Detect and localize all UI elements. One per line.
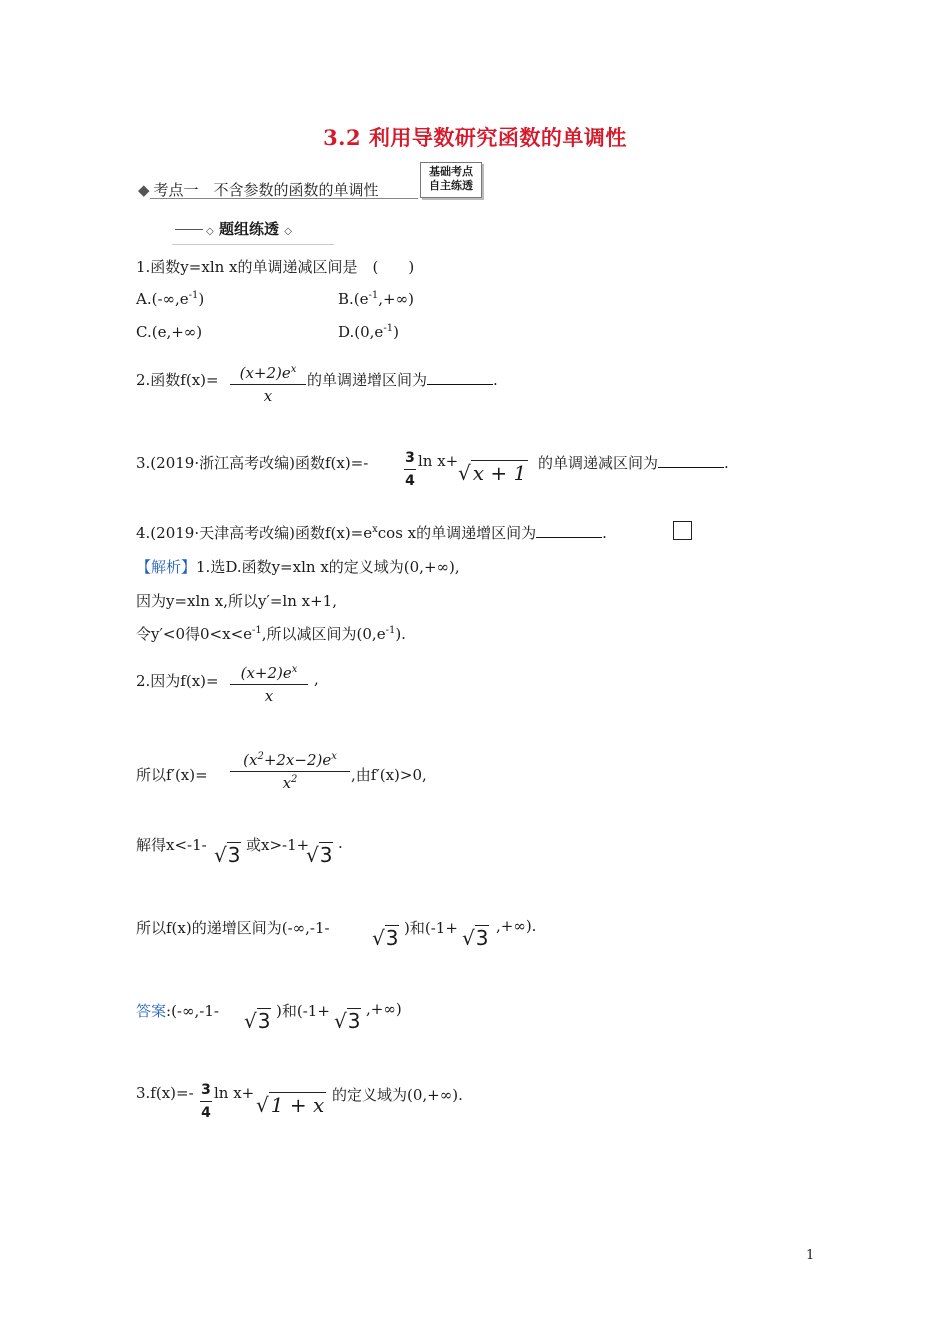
sol3-fraction: 3 4 <box>201 1082 211 1121</box>
sol2-line2: 所以f′(x)= <box>136 766 208 784</box>
q3-fraction: 3 4 <box>405 450 415 489</box>
q1-option-b: $B.(e^{-1},+\infty)$ <box>338 290 414 308</box>
q2-suffix: 的单调递增区间为 . <box>307 371 498 389</box>
sol2-fraction-f: $(x+2)e^x$ x <box>230 664 308 705</box>
section-badge <box>420 162 482 198</box>
page-number: 1 <box>806 1248 815 1263</box>
q4-stem: 4.(2019·天津高考改编)函数$f(x)=e^x\cos$ x的单调递增区间为 . <box>136 524 607 542</box>
badge-line1: 基础考点 <box>429 165 473 178</box>
answer-blank[interactable] <box>427 370 493 385</box>
sol2-fraction-fprime: $(x^2+2x-2)e^x$ $x^2$ <box>230 751 350 792</box>
sol2-line3c: . <box>338 834 343 852</box>
sqrt3: √3 <box>214 843 241 867</box>
subsection-underline <box>172 244 334 245</box>
q1-stem: 1.函数y=xln x的单调递减区间是 ( ) <box>136 258 415 276</box>
sol1-line2: 因为y=xln x,所以y′=ln x+1, <box>136 592 337 610</box>
sqrt3: √3 <box>306 843 333 867</box>
sol3-mid: ln x+ <box>214 1084 255 1102</box>
q2-fraction: $(x+2)e^x$ x <box>230 364 306 405</box>
sol2-line4b: )和(-1+ <box>404 919 458 937</box>
page-title: 3.2 利用导数研究函数的单调性 <box>323 125 627 150</box>
sol3-sqrt: √ 1 + x <box>256 1093 325 1117</box>
q3-sqrt: √ x + 1 <box>458 461 527 485</box>
divider <box>175 229 203 230</box>
sol2-line1: 2.因为f(x)= <box>136 672 219 690</box>
answer-line-b: )和(-1+ <box>276 1002 330 1020</box>
section-heading <box>138 179 379 200</box>
answer-line: 答案:(-∞,-1- <box>136 1002 219 1020</box>
q3-mid: ln x+ <box>418 452 459 470</box>
q1-option-a: $A.(-\infty,e^{-1})$ <box>136 290 205 308</box>
q1-option-d: $D.(0,e^{-1})$ <box>338 323 399 341</box>
section-underline <box>150 198 418 199</box>
sol2-line3a: 解得x<-1- <box>136 836 207 854</box>
q3-suffix: 的单调递减区间为 . <box>538 454 729 472</box>
sol1-line1: 【解析】1.选D.函数y=xln x的定义域为(0,+∞), <box>136 558 460 576</box>
sol2-line3b: 或x>-1+ <box>246 836 310 854</box>
sol2-line4c: ,+∞). <box>496 917 537 935</box>
diamond-icon: ◆ <box>138 181 150 199</box>
sol2-line4a: 所以f(x)的递增区间为(-∞,-1- <box>136 919 330 937</box>
sqrt3: √3 <box>244 1009 271 1033</box>
sol3-suffix: 的定义域为(0,+∞). <box>332 1086 463 1104</box>
answer-blank[interactable] <box>658 453 724 468</box>
q2-prefix: 2.函数f(x)= <box>136 371 219 389</box>
section-label: 考点一 不含参数的函数的单调性 <box>153 181 379 199</box>
toggle-checkbox[interactable] <box>673 521 692 540</box>
q1-option-c: C.(e,+∞) <box>136 323 203 341</box>
sol1-line3: 令y′<0得$0<x<e^{-1}$,所以减区间为$(0,e^{-1})$. <box>136 625 406 643</box>
sqrt3: √3 <box>334 1009 361 1033</box>
subsection-heading <box>172 218 292 239</box>
sol2-comma: , <box>314 670 319 688</box>
sol3-prefix: 3.f(x)=- <box>136 1084 194 1102</box>
subsection-label: 题组练透 <box>218 220 279 238</box>
answer-line-c: ,+∞) <box>366 1000 402 1018</box>
diamond-icon: ◇ <box>284 226 292 237</box>
sol2-line2-end: ,由f′(x)>0, <box>351 766 427 784</box>
answer-blank[interactable] <box>536 523 602 538</box>
badge-line2: 自主练透 <box>429 179 473 192</box>
q3-prefix: 3.(2019·浙江高考改编)函数f(x)=- <box>136 454 369 472</box>
sqrt3: √3 <box>372 926 399 950</box>
diamond-icon: ◇ <box>206 226 214 237</box>
sqrt3: √3 <box>462 926 489 950</box>
